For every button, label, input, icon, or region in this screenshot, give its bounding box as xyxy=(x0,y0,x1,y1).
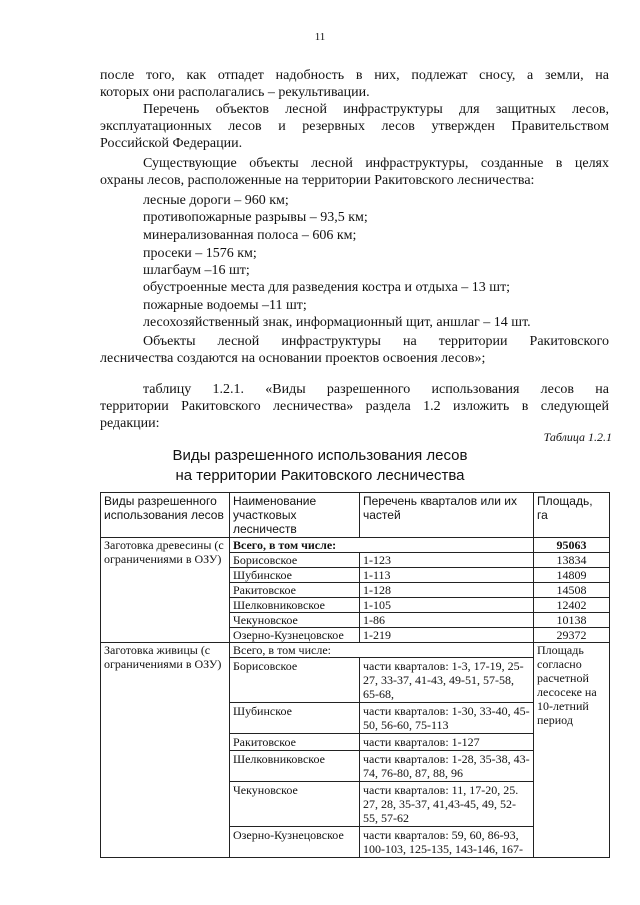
quarters-cell: 1-128 xyxy=(360,583,534,598)
quarters-cell: 1-86 xyxy=(360,613,534,628)
forestry-name-cell: Чекуновское xyxy=(230,782,360,827)
forestry-name-cell: Борисовское xyxy=(230,658,360,703)
list-item: шлагбаум –16 шт; xyxy=(143,263,250,278)
list-item: пожарные водоемы –11 шт; xyxy=(143,298,307,313)
paragraph-line: эксплуатационных лесов и резервных лесов утвержден Правительством xyxy=(100,119,609,134)
area-cell: 14809 xyxy=(534,568,610,583)
paragraph-line: таблицу 1.2.1. «Виды разрешенного использования лесов на xyxy=(143,382,609,397)
table-title-line: на территории Ракитовского лесничества xyxy=(175,467,465,484)
quarters-cell: части кварталов: 1-127 xyxy=(360,734,534,751)
forestry-name-cell: Озерно-Кузнецовское xyxy=(230,827,360,858)
forestry-name-cell: Шелковниковское xyxy=(230,598,360,613)
quarters-cell: 1-105 xyxy=(360,598,534,613)
paragraph-line: Объекты лесной инфраструктуры на территории Ракитовского xyxy=(143,334,609,349)
paragraph-line: Перечень объектов лесной инфраструктуры для защитных лесов, xyxy=(143,102,609,117)
quarters-cell: части кварталов: 1-30, 33-40, 45-50, 56-60, 75-113 xyxy=(360,703,534,734)
table-title xyxy=(0,446,640,486)
list-item: лесохозяйственный знак, информационный щит, аншлаг – 14 шт. xyxy=(143,315,531,330)
header-cell: Виды разрешенного использования лесов xyxy=(101,493,230,538)
quarters-cell: 1-123 xyxy=(360,553,534,568)
paragraph-line: Российской Федерации. xyxy=(100,136,243,151)
page-number: 11 xyxy=(314,31,326,43)
total-label-cell: Всего, в том числе: xyxy=(230,538,534,553)
quarters-cell: 1-219 xyxy=(360,628,534,643)
area-cell: 12402 xyxy=(534,598,610,613)
total-label-cell: Всего, в том числе: xyxy=(230,643,534,658)
header-cell: Наименование участковых лесничеств xyxy=(230,493,360,538)
forestry-name-cell: Ракитовское xyxy=(230,734,360,751)
list-item: минерализованная полоса – 606 км; xyxy=(143,228,357,243)
paragraph-line: Существующие объекты лесной инфраструктуры, созданные в целях xyxy=(143,156,609,171)
header-cell: Площадь, га xyxy=(534,493,610,538)
table-header-row xyxy=(101,493,610,538)
table-row xyxy=(101,643,610,658)
table-row xyxy=(101,538,610,553)
forestry-name-cell: Ракитовское xyxy=(230,583,360,598)
quarters-cell: части кварталов: 11, 17-20, 25. 27, 28, 35-37, 41,43-45, 49, 52-55, 57-62 xyxy=(360,782,534,827)
paragraph-line: которых они располагались – рекультивации. xyxy=(100,85,370,100)
use-type-cell: Заготовка древесины (с ограничениями в ОЗУ) xyxy=(101,538,230,643)
list-item: просеки – 1576 км; xyxy=(143,246,257,261)
list-item: лесные дороги – 960 км; xyxy=(143,193,289,208)
quarters-cell: части кварталов: 1-3, 17-19, 25-27, 33-37, 41-43, 49-51, 57-58, 65-68, xyxy=(360,658,534,703)
land-use-table xyxy=(100,492,610,858)
area-cell: 29372 xyxy=(534,628,610,643)
area-cell: 10138 xyxy=(534,613,610,628)
total-area-cell: 95063 xyxy=(534,538,610,553)
paragraph-line: охраны лесов, расположенные на территории Ракитовского лесничества: xyxy=(100,173,535,188)
quarters-cell: 1-113 xyxy=(360,568,534,583)
use-type-cell: Заготовка живицы (с ограничениями в ОЗУ) xyxy=(101,643,230,858)
area-note-cell: Площадь согласно расчетной лесосеке на 10-летний период xyxy=(534,643,610,858)
area-cell: 14508 xyxy=(534,583,610,598)
paragraph-line: лесничества создаются на основании проектов освоения лесов»; xyxy=(100,351,486,366)
table-title-line: Виды разрешенного использования лесов xyxy=(172,447,468,464)
area-cell: 13834 xyxy=(534,553,610,568)
forestry-name-cell: Чекуновское xyxy=(230,613,360,628)
forestry-name-cell: Озерно-Кузнецовское xyxy=(230,628,360,643)
paragraph-line: редакции: xyxy=(100,416,160,431)
list-item: обустроенные места для разведения костра и отдыха – 13 шт; xyxy=(143,280,511,295)
forestry-name-cell: Шелковниковское xyxy=(230,751,360,782)
paragraph-line: после того, как отпадет надобность в них, подлежат сносу, а земли, на xyxy=(100,68,609,83)
header-cell: Перечень кварталов или их частей xyxy=(360,493,534,538)
forestry-name-cell: Шубинское xyxy=(230,703,360,734)
paragraph-line: территории Ракитовского лесничества» раздела 1.2 изложить в следующей xyxy=(100,399,609,414)
forestry-name-cell: Шубинское xyxy=(230,568,360,583)
forestry-name-cell: Борисовское xyxy=(230,553,360,568)
quarters-cell: части кварталов: 1-28, 35-38, 43-74, 76-80, 87, 88, 96 xyxy=(360,751,534,782)
table-caption: Таблица 1.2.1 xyxy=(543,430,612,444)
list-item: противопожарные разрывы – 93,5 км; xyxy=(143,210,368,225)
quarters-cell: части кварталов: 59, 60, 86-93, 100-103, 125-135, 143-146, 167- xyxy=(360,827,534,858)
